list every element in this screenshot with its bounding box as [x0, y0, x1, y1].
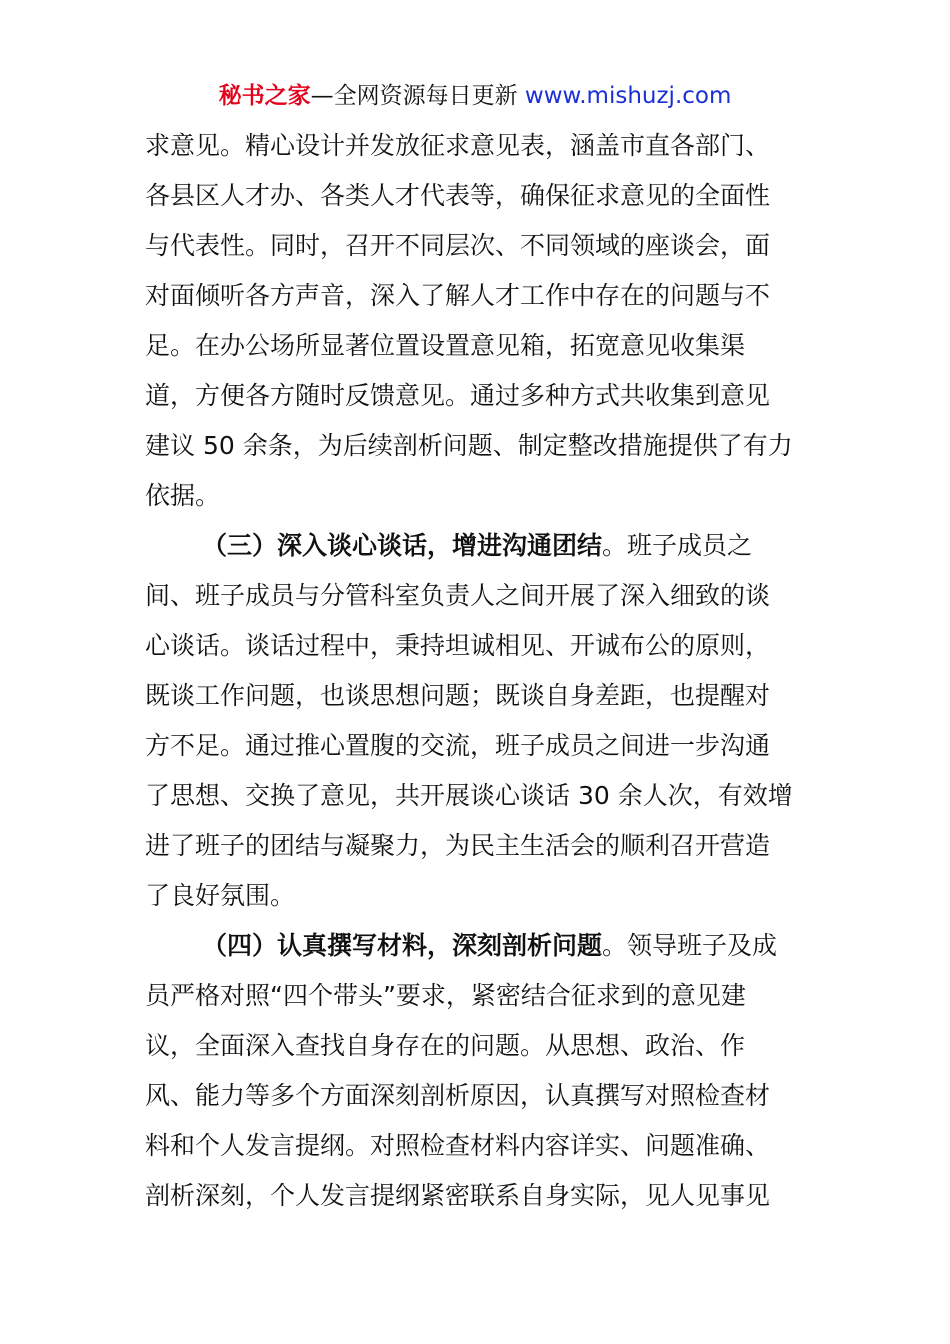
document-body	[145, 121, 815, 1221]
site-url-link[interactable]: www.mishuzj.com	[524, 83, 732, 109]
line-text: 各县区人才办、各类人才代表等，确保征求意见的全面性	[145, 181, 771, 210]
line-text: 求意见。精心设计并发放征求意见表，涵盖市直各部门、	[145, 131, 771, 160]
site-slogan: —全网资源每日更新	[310, 83, 525, 109]
line-text: 员严格对照“四个带头”要求，紧密结合征求到的意见建	[145, 981, 746, 1010]
section-heading: （四）认真撰写材料，深刻剖析问题	[202, 931, 603, 960]
site-brand: 秘书之家	[218, 83, 311, 109]
text-line	[145, 1171, 815, 1221]
line-text: 建议 50 余条，为后续剖析问题、制定整改措施提供了有力	[145, 431, 793, 460]
text-line	[145, 171, 815, 221]
line-text: 议，全面深入查找自身存在的问题。从思想、政治、作	[145, 1031, 746, 1060]
text-line	[145, 271, 815, 321]
text-line	[145, 221, 815, 271]
site-header	[0, 80, 950, 112]
text-line	[145, 121, 815, 171]
line-text: 了良好氛围。	[145, 881, 296, 910]
text-line	[145, 421, 815, 471]
line-text: 既谈工作问题，也谈思想问题；既谈自身差距，也提醒对	[145, 681, 771, 710]
line-text: 与代表性。同时，召开不同层次、不同领域的座谈会，面	[145, 231, 771, 260]
text-line	[145, 621, 815, 671]
line-text: 方不足。通过推心置腹的交流，班子成员之间进一步沟通	[145, 731, 771, 760]
line-text: 剖析深刻，个人发言提纲紧密联系自身实际，见人见事见	[145, 1181, 771, 1210]
line-text: 进了班子的团结与凝聚力，为民主生活会的顺利召开营造	[145, 831, 771, 860]
section-heading: （三）深入谈心谈话，增进沟通团结	[202, 531, 603, 560]
section-heading-line	[145, 521, 815, 571]
line-text: 道，方便各方随时反馈意见。通过多种方式共收集到意见	[145, 381, 771, 410]
text-line	[145, 571, 815, 621]
text-line	[145, 821, 815, 871]
text-line	[145, 971, 815, 1021]
text-line	[145, 371, 815, 421]
line-text: 。领导班子及成	[602, 931, 778, 960]
line-text: 对面倾听各方声音，深入了解人才工作中存在的问题与不	[145, 281, 771, 310]
line-text: 足。在办公场所显著位置设置意见箱，拓宽意见收集渠	[145, 331, 746, 360]
text-line	[145, 871, 815, 921]
line-text: 了思想、交换了意见，共开展谈心谈话 30 余人次，有效增	[145, 781, 793, 810]
text-line	[145, 471, 815, 521]
line-text: 风、能力等多个方面深刻剖析原因，认真撰写对照检查材	[145, 1081, 771, 1110]
section-heading-line	[145, 921, 815, 971]
text-line	[145, 321, 815, 371]
line-text: 料和个人发言提纲。对照检查材料内容详实、问题准确、	[145, 1131, 771, 1160]
line-text: 间、班子成员与分管科室负责人之间开展了深入细致的谈	[145, 581, 771, 610]
text-line	[145, 1021, 815, 1071]
text-line	[145, 671, 815, 721]
line-text: 。班子成员之	[602, 531, 753, 560]
text-line	[145, 771, 815, 821]
line-text: 依据。	[145, 481, 221, 510]
text-line	[145, 1121, 815, 1171]
text-line	[145, 721, 815, 771]
line-text: 心谈话。谈话过程中，秉持坦诚相见、开诚布公的原则，	[145, 631, 771, 660]
text-line	[145, 1071, 815, 1121]
